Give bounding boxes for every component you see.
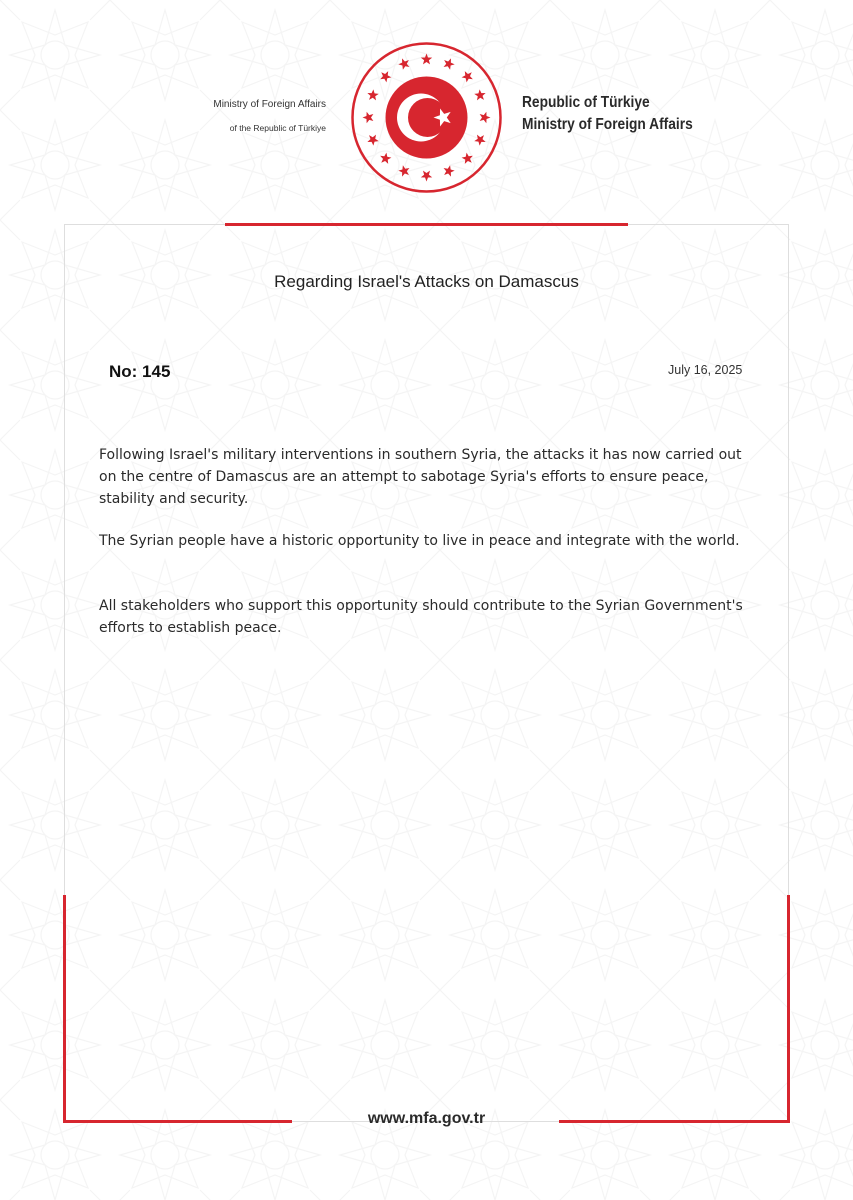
seal-star xyxy=(367,135,378,146)
seal-star xyxy=(398,58,409,69)
seal-star xyxy=(380,153,391,164)
document-date: July 16, 2025 xyxy=(668,363,743,377)
document-title: Regarding Israel's Attacks on Damascus xyxy=(274,272,579,291)
seal-star xyxy=(398,165,409,176)
bottom-right-red-border xyxy=(787,895,790,1123)
header-left-line1: Ministry of Foreign Affairs xyxy=(213,99,326,110)
seal-star xyxy=(474,89,485,100)
paragraph-3: All stakeholders who support this opportunity should contribute to the Syrian Government's efforts to establish peace. xyxy=(99,598,743,636)
ministry-seal-logo xyxy=(351,42,502,193)
document-frame xyxy=(64,224,789,1122)
ministry-text-left xyxy=(150,98,326,134)
seal-star xyxy=(363,112,374,123)
paragraph-1: Following Israel's military interventions in southern Syria, the attacks it has now carried out on the centre of Damascus are an attempt to sabotage Syria's efforts to ensure peace, stability and security. xyxy=(99,447,742,507)
bottom-left-red-border xyxy=(63,895,66,1123)
seal-star xyxy=(380,71,391,82)
seal-star xyxy=(367,89,378,100)
header-left-line2: of the Republic of Türkiye xyxy=(229,123,326,133)
seal-star xyxy=(480,112,491,123)
seal-star xyxy=(421,54,432,65)
seal-star xyxy=(421,171,432,182)
website-link[interactable]: www.mfa.gov.tr xyxy=(367,1110,486,1127)
top-red-accent xyxy=(225,223,628,226)
header-right-line1: Republic of Türkiye xyxy=(522,94,650,111)
seal-star xyxy=(444,58,455,69)
document-number: No: 145 xyxy=(109,362,171,381)
seal-star xyxy=(474,135,485,146)
ministry-text-right xyxy=(522,92,693,136)
seal-star xyxy=(444,165,455,176)
seal-star xyxy=(462,153,473,164)
header-right-line2: Ministry of Foreign Affairs xyxy=(522,116,693,133)
seal-star xyxy=(462,71,473,82)
paragraph-2: The Syrian people have a historic opportunity to live in peace and integrate with the world. xyxy=(99,533,740,549)
